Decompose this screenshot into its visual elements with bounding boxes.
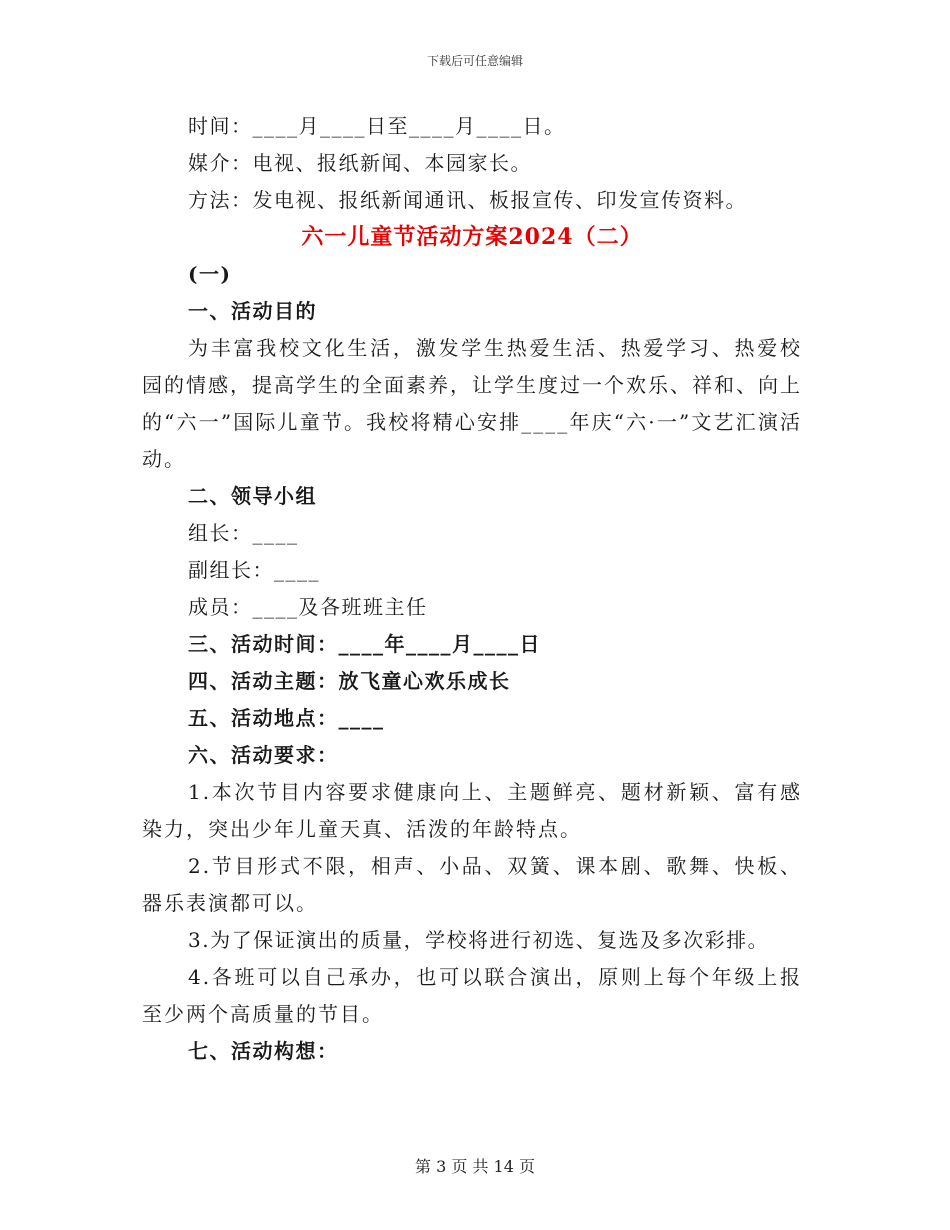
section-7-heading: 七、活动构想： [188, 1039, 339, 1063]
members-line: 成员：____及各班班主任 [188, 595, 428, 619]
requirement-item-3: 3.为了保证演出的质量，学校将进行初选、复选及多次彩排。 [188, 928, 770, 952]
sub-heading: (一) [188, 262, 232, 286]
requirement-item-2: 2.节目形式不限，相声、小品、双簧、课本剧、歌舞、快板、器乐表演都可以。 [142, 854, 802, 915]
intro-time: 时间：____月____日至____月____日。 [188, 114, 566, 138]
section-6-heading: 六、活动要求： [188, 743, 339, 767]
section-3-heading: 三、活动时间：____年____月____日 [188, 632, 541, 656]
document-title: 六一儿童节活动方案2024（二） [301, 224, 643, 250]
intro-method: 方法：发电视、报纸新闻通讯、板报宣传、印发宣传资料。 [188, 188, 747, 212]
requirement-item-4: 4.各班可以自己承办，也可以联合演出，原则上每个年级上报至少两个高质量的节目。 [142, 965, 802, 1026]
page-footer: 第 3 页 共 14 页 [415, 1157, 535, 1176]
section-1-body: 为丰富我校文化生活，激发学生热爱生活、热爱学习、热爱校园的情感，提高学生的全面素养，让学生度过一个欢乐、祥和、向上的“六一”国际儿童节。我校将精心安排____年庆“六·一”文艺汇演活动。 [142, 336, 802, 471]
requirement-item-1: 1.本次节目内容要求健康向上、主题鲜亮、题材新颖、富有感染力，突出少年儿童天真、活泼的年龄特点。 [142, 780, 802, 841]
section-5-heading: 五、活动地点：____ [188, 706, 385, 730]
document-body [142, 108, 802, 1070]
leader-line: 组长：____ [188, 521, 299, 545]
section-2-heading: 二、领导小组 [188, 484, 317, 508]
intro-media: 媒介：电视、报纸新闻、本园家长。 [188, 151, 532, 175]
section-4-heading: 四、活动主题：放飞童心欢乐成长 [188, 669, 511, 693]
section-1-heading: 一、活动目的 [188, 299, 317, 323]
page-header: 下载后可任意编辑 [426, 54, 523, 68]
vice-leader-line: 副组长：____ [188, 558, 320, 582]
